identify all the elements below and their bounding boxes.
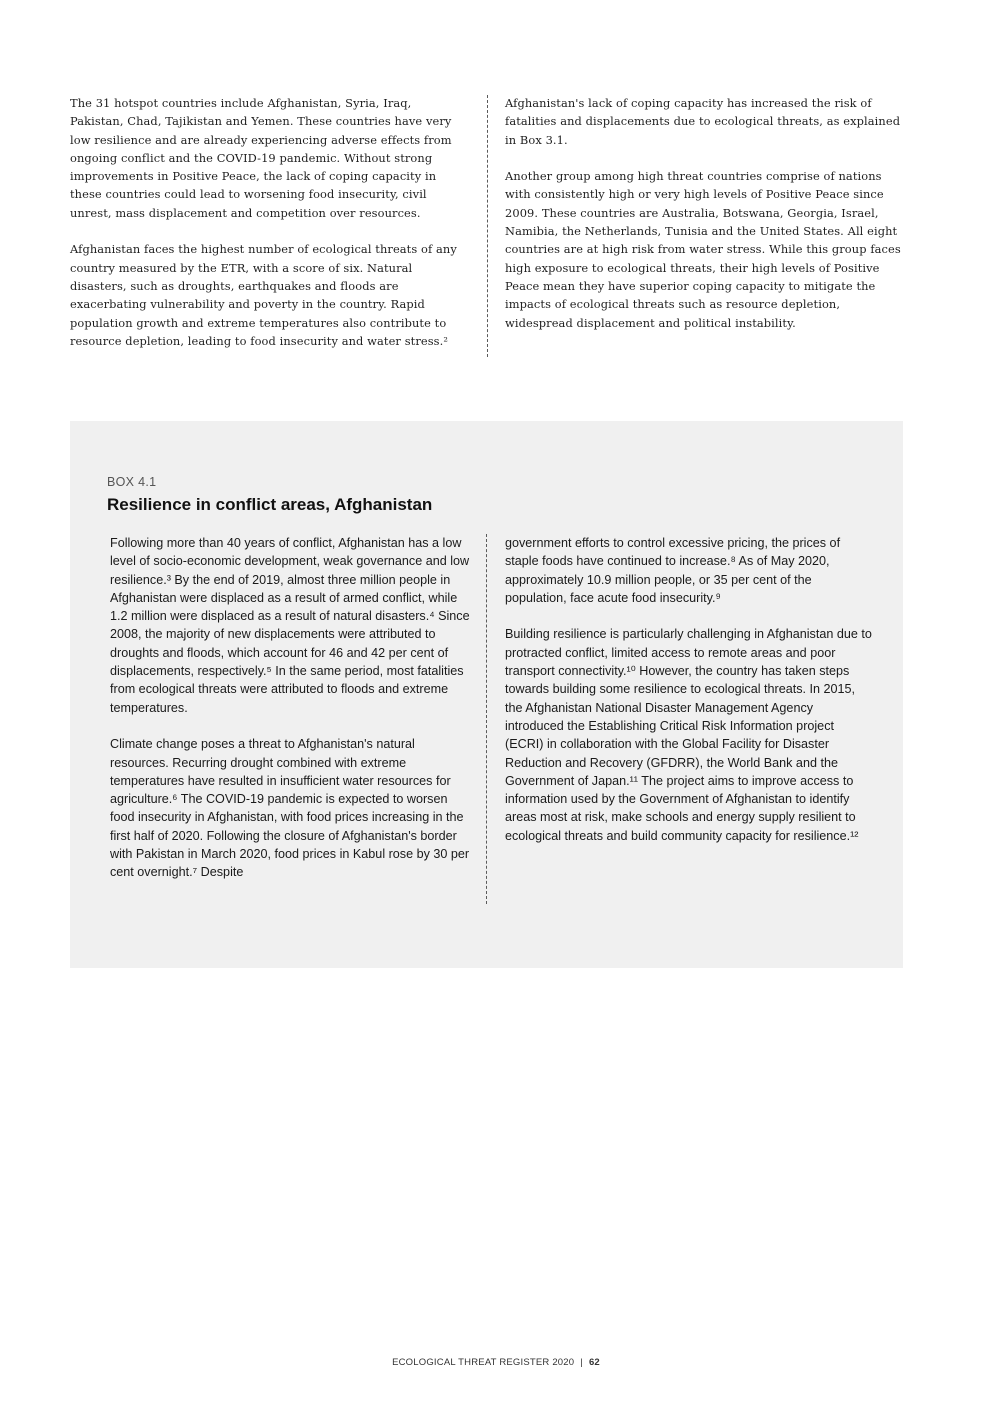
box-column-left [110,534,472,882]
footer-title: ECOLOGICAL THREAT REGISTER 2020 [392,1357,575,1368]
intro-column-left [70,94,468,350]
page-footer [0,1357,992,1368]
box-label: BOX 4.1 [107,475,157,489]
paragraph: government efforts to control excessive pricing, the prices of staple foods have continued to increase.⁸ As of May 2020, approximately 10.9 million people, or 35 per cent of the population, face acute food insecurity.⁹ [505,536,841,605]
paragraph: Following more than 40 years of conflict, Afghanistan has a low level of socio-economic development, weak governance and low resilience.³ By the end of 2019, almost three million people in Afghanistan were displaced as a result of armed conflict, while 1.2 million were displaced as a result of natural disasters.⁴ Since 2008, the majority of new displacements were attributed to droughts and floods, which account for 46 and 42 per cent of displacements, respectively.⁵ In the same period, most fatalities from ecological threats were attributed to floods and extreme temperatures. [110,536,470,715]
info-box [70,421,903,968]
paragraph: Another group among high threat countries comprise of nations with consistently high or very high levels of Positive Peace since 2009. These countries are Australia, Botswana, Georgia, Israel, Namibia, the Netherlands, Tunisia and the United States. All eight countries are at high risk from water stress. While this group faces high exposure to ecological threats, their high levels of Positive Peace mean they have superior coping capacity to mitigate the impacts of ecological threats such as resource depletion, widespread displacement and political instability. [505,169,901,330]
box-column-right [505,534,873,845]
paragraph: Afghanistan faces the highest number of ecological threats of any country measured by the ETR, with a score of six. Natural disasters, such as droughts, earthquakes and floods are exacerbating vulnerability and poverty in the country. Rapid population growth and extreme temperatures also contribute to resource depletion, leading to food insecurity and water stress.² [70,242,457,348]
paragraph: Building resilience is particularly challenging in Afghanistan due to protracted conflict, limited access to remote areas and poor transport connectivity.¹⁰ However, the country has taken steps towards building some resilience to ecological threats. In 2015, the Afghanistan National Disaster Management Agency introduced the Establishing Critical Risk Information project (ECRI) in collaboration with the Global Facility for Disaster Reduction and Recovery (GFDRR), the World Bank and the Government of Japan.¹¹ The project aims to improve access to information used by the Government of Afghanistan to identify areas most at risk, make schools and energy supply resilient to ecological threats and build community capacity for resilience.¹² [505,627,872,843]
footer-separator: | [580,1357,583,1368]
box-title: Resilience in conflict areas, Afghanistan [107,495,433,514]
page-number: 62 [588,1357,600,1368]
intro-column-right [505,94,905,332]
paragraph: Afghanistan's lack of coping capacity has increased the risk of fatalities and displacements due to ecological threats, as explained in Box 3.1. [505,96,901,147]
paragraph: The 31 hotspot countries include Afghanistan, Syria, Iraq, Pakistan, Chad, Tajikistan and Yemen. These countries have very low resilience and are already experiencing adverse effects from ongoing conflict and the COVID-19 pandemic. Without strong improvements in Positive Peace, the lack of coping capacity in these countries could lead to worsening food insecurity, civil unrest, mass displacement and competition over resources. [70,96,452,220]
box-column-divider [486,534,487,904]
column-divider [487,95,488,357]
paragraph: Climate change poses a threat to Afghanistan's natural resources. Recurring drought combined with extreme temperatures have resulted in insufficient water resources for agriculture.⁶ The COVID-19 pandemic is expected to worsen food insecurity in Afghanistan, with food prices increasing in the first half of 2020. Following the closure of Afghanistan's border with Pakistan in March 2020, food prices in Kabul rose by 30 per cent overnight.⁷ Despite [110,737,470,880]
